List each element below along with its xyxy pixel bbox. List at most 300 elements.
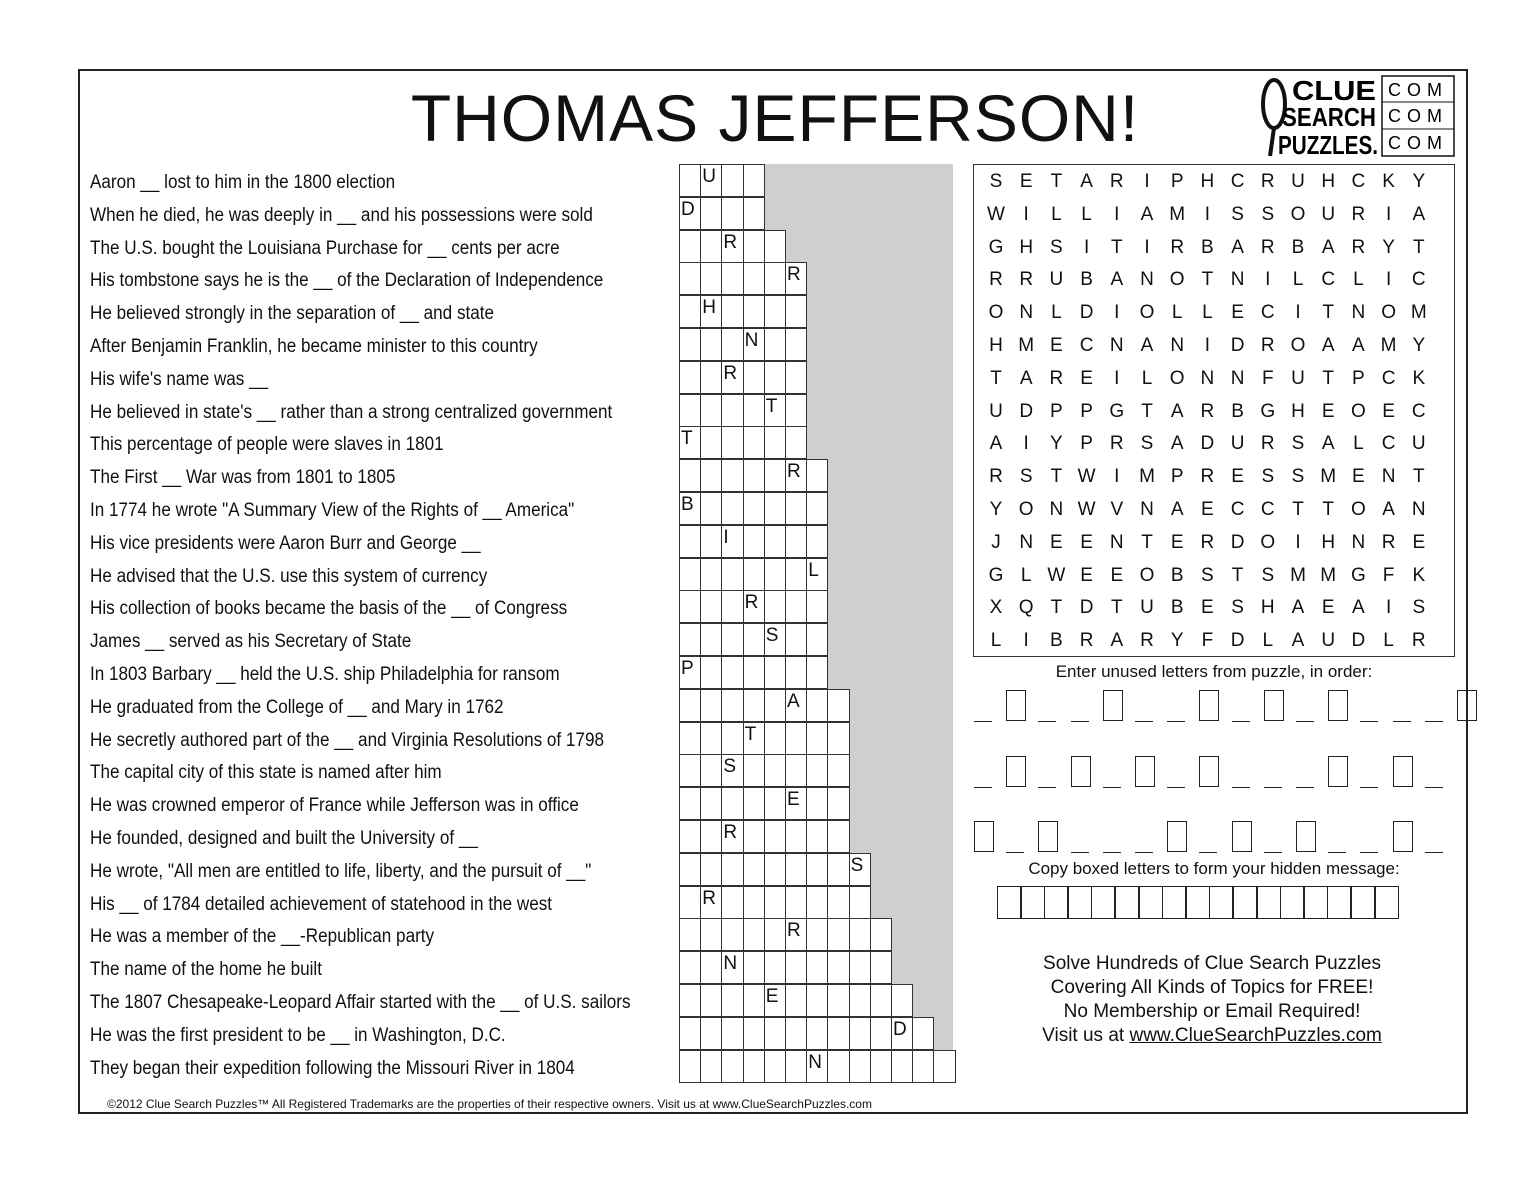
answer-cell[interactable] <box>700 951 722 984</box>
word-search-letter[interactable]: M <box>1320 466 1337 488</box>
answer-cell[interactable] <box>764 590 786 623</box>
answer-cell[interactable] <box>806 820 828 853</box>
answer-cell[interactable] <box>700 459 722 492</box>
answer-cell[interactable] <box>806 951 828 984</box>
word-search-letter[interactable]: Y <box>1382 236 1395 258</box>
word-search-letter[interactable]: R <box>1109 433 1124 455</box>
word-search-letter[interactable]: I <box>1265 269 1271 291</box>
answer-cell[interactable] <box>721 328 743 361</box>
answer-cell[interactable] <box>785 426 807 459</box>
answer-cell[interactable] <box>679 394 701 427</box>
answer-cell[interactable] <box>764 328 786 361</box>
word-search-letter[interactable]: M <box>1139 466 1155 488</box>
answer-cell[interactable] <box>679 689 701 722</box>
unused-letter-blank[interactable] <box>1296 786 1314 788</box>
word-search-letter[interactable]: Y <box>1170 630 1184 652</box>
word-search-letter[interactable]: F <box>1382 564 1395 586</box>
answer-cell[interactable] <box>785 492 807 525</box>
answer-cell[interactable] <box>743 787 765 820</box>
answer-cell[interactable] <box>806 623 828 656</box>
answer-cell[interactable] <box>679 886 701 919</box>
unused-letter-blank[interactable] <box>1071 720 1089 722</box>
answer-cell[interactable] <box>700 820 722 853</box>
word-search-letter[interactable]: C <box>1351 171 1366 192</box>
unused-letter-box[interactable] <box>1071 756 1091 787</box>
word-search-letter[interactable]: V <box>1110 499 1124 520</box>
word-search-letter[interactable]: B <box>1050 630 1063 652</box>
answer-cell[interactable] <box>806 787 828 820</box>
word-search-letter[interactable]: O <box>1290 335 1306 356</box>
answer-cell[interactable] <box>679 525 701 558</box>
answer-cell[interactable] <box>679 295 701 328</box>
answer-cell[interactable] <box>764 1050 786 1083</box>
word-search-letter[interactable]: R <box>1260 171 1275 192</box>
answer-cell[interactable] <box>806 918 828 951</box>
word-search-letter[interactable]: E <box>1231 302 1244 324</box>
word-search-letter[interactable]: U <box>1140 597 1154 619</box>
answer-cell[interactable] <box>679 361 701 394</box>
answer-cell[interactable] <box>721 1017 743 1050</box>
word-search-letter[interactable]: A <box>1352 597 1365 619</box>
word-search-letter[interactable]: S <box>1231 597 1244 619</box>
word-search-letter[interactable]: M <box>1410 302 1427 324</box>
answer-cell[interactable] <box>700 492 722 525</box>
word-search-letter[interactable]: Y <box>1412 335 1426 356</box>
answer-cell[interactable] <box>679 820 701 853</box>
unused-letter-box[interactable] <box>1103 690 1123 721</box>
word-search-letter[interactable]: S <box>1019 466 1033 488</box>
answer-cell[interactable] <box>700 1017 722 1050</box>
word-search-letter[interactable]: O <box>1139 564 1155 586</box>
word-search-letter[interactable]: E <box>1321 400 1335 422</box>
unused-letter-blank[interactable] <box>1328 851 1346 853</box>
answer-cell[interactable] <box>743 361 765 394</box>
answer-cell[interactable] <box>679 164 701 197</box>
answer-cell[interactable] <box>743 1017 765 1050</box>
word-search-letter[interactable]: R <box>1411 630 1426 652</box>
word-search-letter[interactable]: C <box>1260 499 1275 520</box>
answer-cell[interactable] <box>679 754 701 787</box>
answer-cell[interactable] <box>700 361 722 394</box>
word-search-letter[interactable]: E <box>1080 531 1093 553</box>
word-search-letter[interactable]: W <box>1077 499 1096 520</box>
word-search-letter[interactable]: B <box>1080 269 1093 291</box>
word-search-letter[interactable]: O <box>1018 499 1034 520</box>
answer-cell[interactable] <box>679 459 701 492</box>
word-search-letter[interactable]: A <box>1412 203 1426 225</box>
word-search-letter[interactable]: L <box>1171 302 1183 324</box>
word-search-letter[interactable]: D <box>1230 335 1245 356</box>
unused-letter-box[interactable] <box>1232 821 1252 852</box>
answer-cell[interactable]: T <box>743 722 765 755</box>
word-search-letter[interactable]: J <box>991 531 1001 553</box>
unused-letter-box[interactable] <box>1328 690 1348 721</box>
answer-cell[interactable] <box>700 787 722 820</box>
word-search-letter[interactable]: B <box>1291 236 1305 258</box>
word-search-letter[interactable]: T <box>1141 400 1153 422</box>
word-search-letter[interactable]: S <box>989 171 1003 192</box>
word-search-letter[interactable]: C <box>1079 335 1094 356</box>
word-search-letter[interactable]: X <box>989 597 1003 619</box>
answer-cell[interactable] <box>764 656 786 689</box>
hidden-message-box[interactable] <box>1351 886 1375 919</box>
answer-cell[interactable] <box>870 984 892 1017</box>
answer-cell[interactable] <box>912 1050 934 1083</box>
word-search-letter[interactable]: G <box>988 236 1004 258</box>
answer-cell[interactable] <box>700 623 722 656</box>
answer-cell[interactable] <box>743 623 765 656</box>
unused-letter-box[interactable] <box>1038 821 1058 852</box>
word-search-letter[interactable]: D <box>1079 597 1094 619</box>
answer-cell[interactable]: R <box>743 590 765 623</box>
answer-cell[interactable]: R <box>721 820 743 853</box>
answer-cell[interactable] <box>764 361 786 394</box>
answer-cell[interactable] <box>743 394 765 427</box>
answer-cell[interactable] <box>764 722 786 755</box>
answer-cell[interactable] <box>721 164 743 197</box>
word-search-letter[interactable]: G <box>1260 400 1276 422</box>
word-search-letter[interactable]: M <box>1290 564 1306 586</box>
answer-cell[interactable] <box>827 886 849 919</box>
word-search-letter[interactable]: O <box>1139 302 1155 324</box>
answer-cell[interactable] <box>743 295 765 328</box>
word-search-letter[interactable]: P <box>1170 171 1184 192</box>
answer-cell[interactable]: S <box>849 853 871 886</box>
word-search-letter[interactable]: B <box>1170 597 1184 619</box>
hidden-message-box[interactable] <box>1068 886 1092 919</box>
answer-cell[interactable] <box>679 722 701 755</box>
answer-cell[interactable] <box>806 1017 828 1050</box>
word-search-letter[interactable]: E <box>1110 564 1124 586</box>
answer-cell[interactable]: I <box>721 525 743 558</box>
word-search-letter[interactable]: C <box>1381 433 1396 455</box>
word-search-letter[interactable]: N <box>1351 531 1366 553</box>
unused-letter-blank[interactable] <box>1264 851 1282 853</box>
word-search-letter[interactable]: I <box>1114 367 1120 389</box>
word-search-letter[interactable]: H <box>1260 597 1275 619</box>
unused-letter-box[interactable] <box>1296 821 1316 852</box>
word-search-letter[interactable]: R <box>1351 203 1366 225</box>
word-search-letter[interactable]: O <box>1381 302 1396 324</box>
word-search-letter[interactable]: O <box>1169 367 1185 389</box>
answer-cell[interactable] <box>743 164 765 197</box>
word-search-letter[interactable]: W <box>1077 466 1096 488</box>
word-search-letter[interactable]: H <box>1291 400 1305 422</box>
word-search-letter[interactable]: T <box>990 367 1002 389</box>
word-search-letter[interactable]: I <box>1295 531 1301 553</box>
answer-cell[interactable] <box>764 426 786 459</box>
hidden-message-box[interactable] <box>1115 886 1139 919</box>
word-search-letter[interactable]: B <box>1201 236 1214 258</box>
answer-cell[interactable] <box>785 754 807 787</box>
word-search-letter[interactable]: C <box>1230 499 1245 520</box>
word-search-letter[interactable]: N <box>1019 302 1034 324</box>
answer-cell[interactable] <box>700 558 722 591</box>
word-search-letter[interactable]: L <box>1141 367 1153 389</box>
word-search-letter[interactable]: S <box>1291 433 1305 455</box>
answer-cell[interactable] <box>743 492 765 525</box>
unused-letter-blank[interactable] <box>1264 786 1282 788</box>
word-search-letter[interactable]: R <box>1140 630 1154 652</box>
word-search-letter[interactable]: L <box>1383 630 1394 652</box>
word-search-letter[interactable]: T <box>1412 466 1425 488</box>
answer-cell[interactable] <box>700 328 722 361</box>
word-search-letter[interactable]: O <box>1169 269 1185 291</box>
answer-cell[interactable] <box>891 1050 913 1083</box>
word-search-letter[interactable]: U <box>1321 203 1336 225</box>
unused-letter-blank[interactable] <box>1360 720 1378 722</box>
unused-letter-box[interactable] <box>1457 690 1477 721</box>
answer-cell[interactable] <box>743 426 765 459</box>
answer-cell[interactable] <box>827 689 849 722</box>
answer-cell[interactable] <box>700 984 722 1017</box>
word-search-letter[interactable]: A <box>989 433 1003 455</box>
answer-cell[interactable] <box>870 1050 892 1083</box>
word-search-letter[interactable]: R <box>1260 433 1275 455</box>
answer-cell[interactable] <box>743 525 765 558</box>
word-search-letter[interactable]: U <box>1411 433 1426 455</box>
word-search-letter[interactable]: R <box>1260 335 1275 356</box>
answer-cell[interactable] <box>785 951 807 984</box>
answer-cell[interactable] <box>743 951 765 984</box>
answer-cell[interactable] <box>679 787 701 820</box>
answer-cell[interactable] <box>806 754 828 787</box>
answer-cell[interactable]: U <box>700 164 722 197</box>
unused-letter-box[interactable] <box>1393 821 1413 852</box>
answer-cell[interactable] <box>806 656 828 689</box>
word-search-letter[interactable]: Y <box>1050 433 1063 455</box>
answer-cell[interactable]: E <box>764 984 786 1017</box>
answer-cell[interactable] <box>679 1017 701 1050</box>
hidden-message-box[interactable] <box>1162 886 1186 919</box>
answer-cell[interactable] <box>827 984 849 1017</box>
word-search-letter[interactable]: I <box>1385 203 1392 225</box>
word-search-letter[interactable]: E <box>1382 400 1395 422</box>
answer-cell[interactable] <box>700 230 722 263</box>
answer-cell[interactable]: N <box>721 951 743 984</box>
answer-cell[interactable] <box>849 984 871 1017</box>
word-search-letter[interactable]: A <box>1321 335 1335 356</box>
word-search-letter[interactable]: I <box>1385 269 1392 291</box>
word-search-letter[interactable]: A <box>1110 630 1124 652</box>
word-search-letter[interactable]: A <box>1019 367 1033 389</box>
answer-cell[interactable] <box>700 918 722 951</box>
answer-cell[interactable] <box>806 689 828 722</box>
word-search-letter[interactable]: N <box>1170 335 1185 356</box>
answer-cell[interactable] <box>679 951 701 984</box>
word-search-letter[interactable]: T <box>1110 236 1123 258</box>
word-search-letter[interactable]: I <box>1023 433 1029 455</box>
word-search-letter[interactable]: N <box>1140 499 1154 520</box>
answer-cell[interactable] <box>721 656 743 689</box>
word-search-letter[interactable]: B <box>1231 400 1244 422</box>
answer-cell[interactable]: E <box>785 787 807 820</box>
word-search-letter[interactable]: P <box>1050 400 1063 422</box>
word-search-letter[interactable]: N <box>1381 466 1396 488</box>
word-search-letter[interactable]: E <box>1231 466 1244 488</box>
word-search-letter[interactable]: L <box>1202 302 1213 324</box>
word-search-letter[interactable]: E <box>1019 171 1033 192</box>
word-search-letter[interactable]: S <box>1261 466 1275 488</box>
word-search-letter[interactable]: A <box>1321 236 1335 258</box>
word-search-letter[interactable]: O <box>1290 203 1306 225</box>
word-search-letter[interactable]: Y <box>1412 171 1426 192</box>
answer-cell[interactable]: R <box>721 361 743 394</box>
word-search-letter[interactable]: D <box>1019 400 1034 422</box>
hidden-message-box[interactable] <box>1327 886 1351 919</box>
word-search-letter[interactable]: D <box>1230 531 1245 553</box>
answer-cell[interactable] <box>679 984 701 1017</box>
word-search-letter[interactable]: R <box>1200 466 1215 488</box>
word-search-letter[interactable]: A <box>1291 597 1305 619</box>
answer-cell[interactable] <box>764 492 786 525</box>
answer-cell[interactable] <box>721 590 743 623</box>
word-search-letter[interactable]: R <box>1019 269 1034 291</box>
answer-cell[interactable] <box>700 426 722 459</box>
unused-letter-blank[interactable] <box>1038 720 1056 722</box>
unused-letter-blank[interactable] <box>1232 720 1250 722</box>
unused-letter-blank[interactable] <box>1199 851 1217 853</box>
unused-letter-blank[interactable] <box>1296 720 1314 722</box>
answer-cell[interactable] <box>721 886 743 919</box>
word-search-letter[interactable]: C <box>1321 269 1336 291</box>
answer-cell[interactable] <box>785 1017 807 1050</box>
unused-letter-blank[interactable] <box>1393 720 1411 722</box>
answer-cell[interactable] <box>700 689 722 722</box>
answer-cell[interactable] <box>700 525 722 558</box>
hidden-message-box[interactable] <box>1186 886 1210 919</box>
word-search-letter[interactable]: P <box>1352 367 1365 389</box>
word-search-letter[interactable]: E <box>1352 466 1365 488</box>
word-search-letter[interactable]: R <box>1351 236 1366 258</box>
word-search-letter[interactable]: T <box>1050 171 1063 192</box>
answer-cell[interactable] <box>700 1050 722 1083</box>
answer-cell[interactable] <box>785 558 807 591</box>
answer-cell[interactable]: S <box>721 754 743 787</box>
word-search-letter[interactable]: N <box>1411 499 1426 520</box>
unused-letter-blank[interactable] <box>1006 851 1024 853</box>
answer-cell[interactable] <box>700 656 722 689</box>
word-search-letter[interactable]: H <box>1321 531 1336 553</box>
word-search-letter[interactable]: I <box>1385 597 1392 619</box>
word-search-letter[interactable]: C <box>1260 302 1275 324</box>
answer-cell[interactable] <box>764 951 786 984</box>
answer-cell[interactable] <box>827 722 849 755</box>
word-search-letter[interactable]: E <box>1412 531 1426 553</box>
answer-cell[interactable] <box>743 820 765 853</box>
unused-letter-box[interactable] <box>1393 756 1413 787</box>
answer-cell[interactable] <box>849 886 871 919</box>
word-search-letter[interactable]: G <box>1351 564 1366 586</box>
word-search-letter[interactable]: S <box>1231 203 1244 225</box>
answer-cell[interactable] <box>721 787 743 820</box>
answer-cell[interactable]: D <box>679 197 701 230</box>
answer-cell[interactable] <box>785 656 807 689</box>
word-search-letter[interactable]: R <box>1381 531 1396 553</box>
word-search-letter[interactable]: I <box>1204 203 1211 225</box>
unused-letter-blank[interactable] <box>1135 720 1153 722</box>
answer-cell[interactable] <box>743 853 765 886</box>
word-search-letter[interactable]: F <box>1261 367 1274 389</box>
answer-cell[interactable] <box>764 754 786 787</box>
hidden-message-box[interactable] <box>1304 886 1328 919</box>
answer-cell[interactable] <box>721 623 743 656</box>
word-search-letter[interactable]: R <box>989 466 1003 488</box>
unused-letter-blank[interactable] <box>1103 786 1121 788</box>
answer-cell[interactable] <box>827 1017 849 1050</box>
answer-cell[interactable] <box>700 853 722 886</box>
answer-cell[interactable]: N <box>806 1050 828 1083</box>
word-search-letter[interactable]: C <box>1381 367 1396 389</box>
answer-cell[interactable] <box>849 1050 871 1083</box>
word-search-letter[interactable]: L <box>1262 630 1274 652</box>
answer-cell[interactable] <box>785 623 807 656</box>
word-search-letter[interactable]: M <box>1320 564 1337 586</box>
answer-cell[interactable] <box>764 558 786 591</box>
answer-cell[interactable]: R <box>721 230 743 263</box>
unused-letter-blank[interactable] <box>1360 786 1378 788</box>
answer-cell[interactable] <box>679 590 701 623</box>
word-search-letter[interactable]: M <box>1380 335 1397 356</box>
word-search-letter[interactable]: T <box>1110 597 1123 619</box>
word-search-letter[interactable]: T <box>1322 302 1334 324</box>
word-search-letter[interactable]: A <box>1170 499 1184 520</box>
unused-letter-blank[interactable] <box>1425 720 1443 722</box>
answer-cell[interactable] <box>679 230 701 263</box>
answer-cell[interactable] <box>721 492 743 525</box>
answer-cell[interactable] <box>870 918 892 951</box>
answer-cell[interactable] <box>849 918 871 951</box>
word-search-letter[interactable]: Q <box>1018 597 1034 619</box>
answer-cell[interactable]: H <box>700 295 722 328</box>
answer-cell[interactable] <box>827 820 849 853</box>
answer-cell[interactable] <box>912 1017 934 1050</box>
unused-letter-box[interactable] <box>1006 690 1026 721</box>
word-search-letter[interactable]: A <box>1170 433 1184 455</box>
answer-cell[interactable] <box>764 230 786 263</box>
word-search-letter[interactable]: S <box>1412 597 1426 619</box>
word-search-letter[interactable]: E <box>1080 367 1093 389</box>
answer-cell[interactable]: N <box>743 328 765 361</box>
word-search-letter[interactable]: U <box>1291 367 1305 389</box>
answer-cell[interactable] <box>827 1050 849 1083</box>
word-search-letter[interactable]: S <box>1261 203 1275 225</box>
answer-cell[interactable] <box>849 951 871 984</box>
answer-cell[interactable] <box>806 886 828 919</box>
word-search-letter[interactable]: G <box>1109 400 1125 422</box>
word-search-letter[interactable]: A <box>1352 335 1365 356</box>
answer-cell[interactable]: R <box>785 459 807 492</box>
answer-cell[interactable] <box>721 295 743 328</box>
answer-cell[interactable] <box>806 984 828 1017</box>
answer-cell[interactable] <box>764 689 786 722</box>
unused-letter-box[interactable] <box>1199 690 1219 721</box>
unused-letter-blank[interactable] <box>1103 851 1121 853</box>
answer-cell[interactable] <box>806 590 828 623</box>
word-search-letter[interactable]: L <box>1353 269 1364 291</box>
answer-cell[interactable] <box>764 525 786 558</box>
unused-letter-blank[interactable] <box>1425 851 1443 853</box>
word-search-letter[interactable]: E <box>1201 597 1214 619</box>
answer-cell[interactable] <box>721 853 743 886</box>
word-search-letter[interactable]: K <box>1382 171 1395 192</box>
word-search-letter[interactable]: R <box>1200 400 1215 422</box>
answer-cell[interactable] <box>721 984 743 1017</box>
answer-cell[interactable] <box>700 394 722 427</box>
word-search-letter[interactable]: K <box>1412 367 1426 389</box>
hidden-message-box[interactable] <box>1044 886 1068 919</box>
unused-letter-blank[interactable] <box>1360 851 1378 853</box>
